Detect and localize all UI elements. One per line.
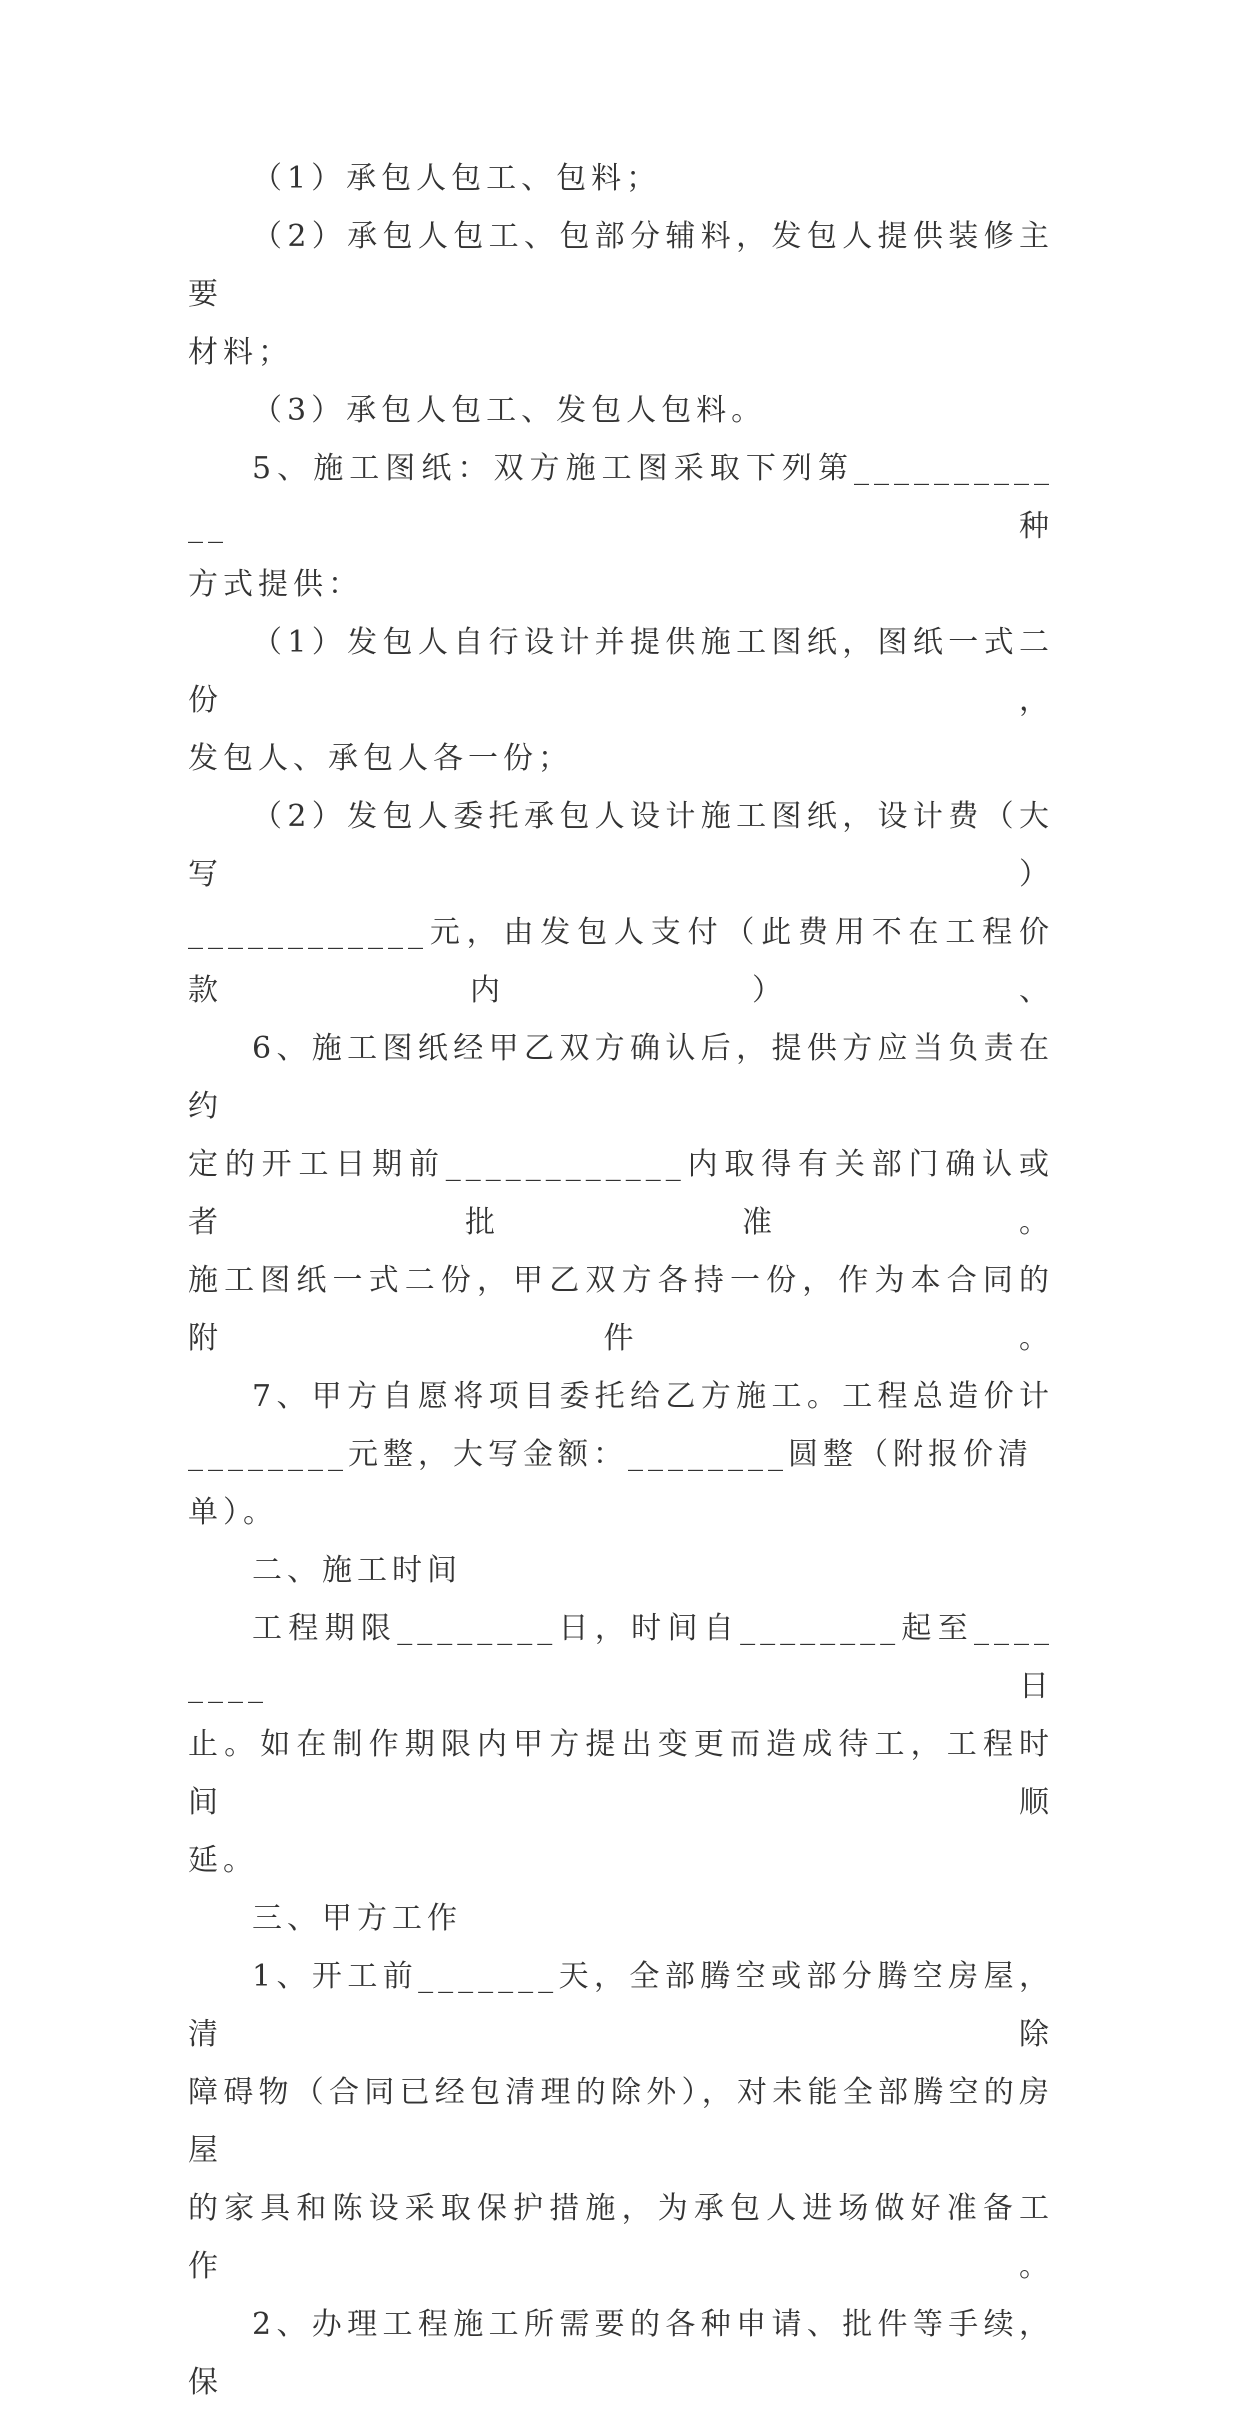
contract-line: 5、施工图纸：双方施工图采取下列第____________种 [188,451,1054,544]
contract-line: （3）承包人包工、发包人包料。 [252,393,767,428]
contract-line: 发包人、承包人各一份； [188,741,573,776]
contract-line: 定的开工日期前____________内取得有关部门确认或者批准。 [188,1147,1054,1240]
contract-line: （1）发包人自行设计并提供施工图纸，图纸一式二份， [188,625,1054,718]
document-body [188,150,1054,2412]
contract-line: ________元整，大写金额：________圆整（附报价清单）。 [188,1437,1033,1530]
contract-line: 工程期限________日，时间自________起至________日 [188,1611,1054,1704]
contract-line: 1、开工前_______天，全部腾空或部分腾空房屋，清除 [188,1959,1054,2052]
contract-line: 方式提供： [188,567,363,602]
contract-line: 7、甲方自愿将项目委托给乙方施工。工程总造价计 [252,1379,1054,1414]
contract-line: 延。 [188,1843,258,1878]
contract-line: 止。如在制作期限内甲方提出变更而造成待工，工程时间顺 [188,1727,1054,1820]
contract-line: 施工图纸一式二份，甲乙双方各持一份，作为本合同的附件。 [188,1263,1054,1356]
section-heading: 二、施工时间 [252,1553,462,1588]
contract-line: （2）发包人委托承包人设计施工图纸，设计费（大写） [188,799,1054,892]
contract-line: ____________元，由发包人支付（此费用不在工程价款内）、 [188,915,1054,1008]
contract-line: （2）承包人包工、包部分辅料，发包人提供装修主要 [188,219,1054,312]
contract-line: （1）承包人包工、包料； [252,161,662,196]
contract-line: 的家具和陈设采取保护措施，为承包人进场做好准备工作。 [188,2191,1054,2284]
contract-line: 6、施工图纸经甲乙双方确认后，提供方应当负责在约 [188,1031,1054,1124]
contract-line: 2、办理工程施工所需要的各种申请、批件等手续，保 [188,2307,1054,2400]
section-heading: 三、甲方工作 [252,1901,462,1936]
contract-line: 障碍物（合同已经包清理的除外），对未能全部腾空的房屋 [188,2075,1054,2168]
contract-line: 材料； [188,335,293,370]
